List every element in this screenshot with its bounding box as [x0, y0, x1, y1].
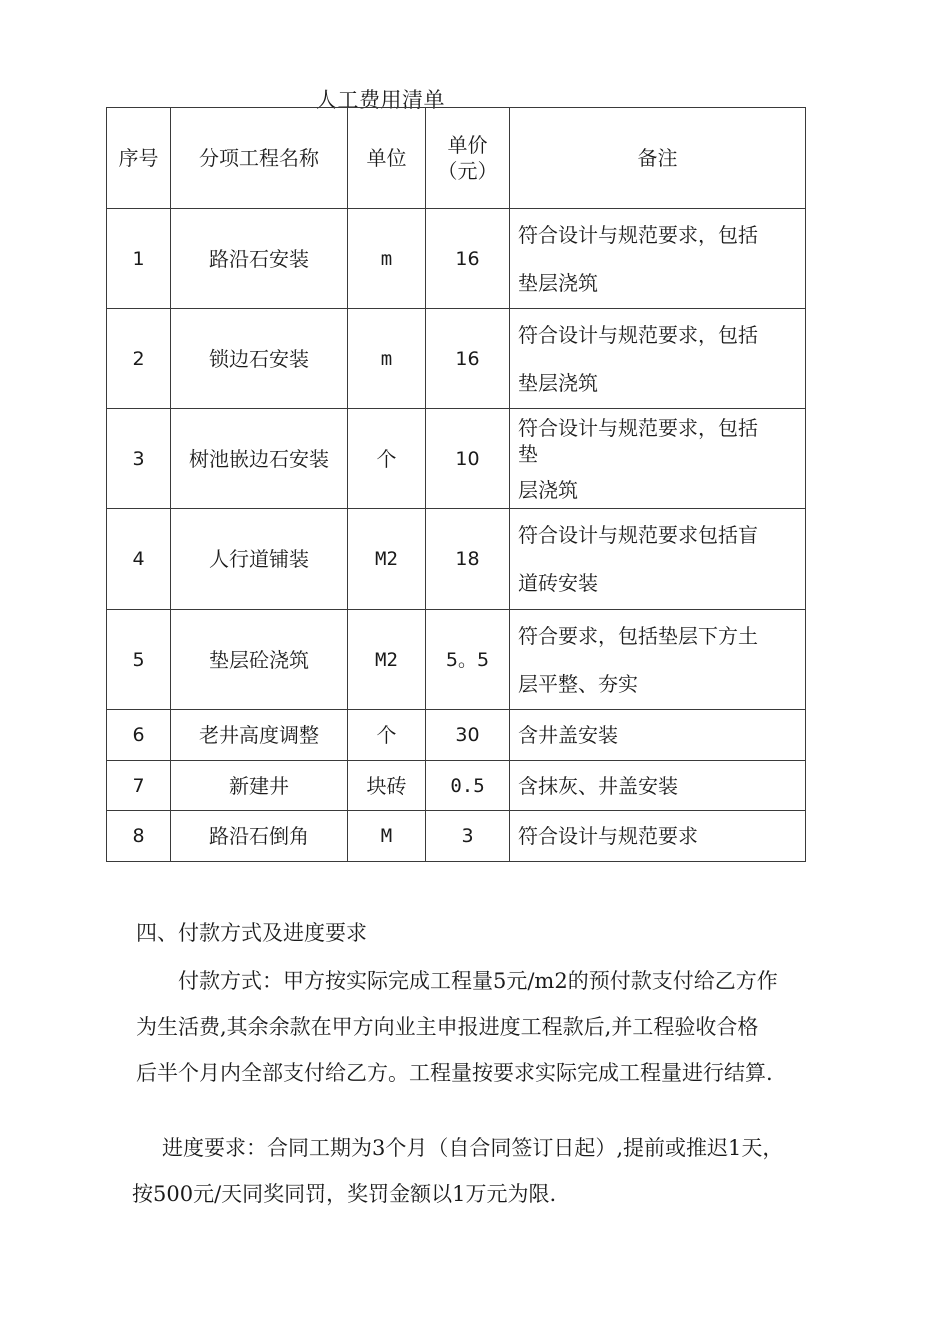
payment-line2: 为生活费,其余余款在甲方向业主申报进度工程款后,并工程验收合格 — [136, 1015, 759, 1039]
table-row — [107, 309, 806, 409]
row-note-line3: 层浇筑 — [518, 477, 578, 502]
row-price: 3 — [426, 811, 510, 862]
row-unit: 块砖 — [348, 761, 426, 811]
table-row — [107, 710, 806, 761]
header-name: 分项工程名称 — [171, 108, 348, 209]
header-price-line1: 单价 — [447, 133, 488, 157]
payment-line1: 付款方式：甲方按实际完成工程量5元/m2的预付款支付给乙方作 — [178, 969, 778, 993]
header-price — [426, 108, 510, 209]
row-note-line2: 垫 — [518, 441, 538, 466]
row-seq: 6 — [107, 710, 171, 761]
table-row — [107, 610, 806, 710]
row-unit: M2 — [348, 509, 426, 610]
row-seq: 4 — [107, 509, 171, 610]
row-price: 16 — [426, 209, 510, 309]
row-price: 0.5 — [426, 761, 510, 811]
row-note: 含井盖安装 — [510, 710, 806, 761]
labor-cost-table — [106, 107, 806, 862]
row-name: 路沿石安装 — [171, 209, 348, 309]
row-name: 新建井 — [171, 761, 348, 811]
row-note-line2: 垫层浇筑 — [518, 370, 598, 395]
row-note-line2: 垫层浇筑 — [518, 270, 598, 295]
row-note: 符合设计与规范要求 — [510, 811, 806, 862]
row-note-line1: 符合设计与规范要求，包括 — [518, 322, 758, 347]
row-unit: 个 — [348, 710, 426, 761]
row-name: 老井高度调整 — [171, 710, 348, 761]
schedule-paragraph — [132, 1125, 852, 1217]
row-note-line2: 道砖安装 — [518, 571, 598, 595]
row-note — [510, 309, 806, 409]
row-seq: 5 — [107, 610, 171, 710]
header-price-line2: （元） — [437, 159, 498, 183]
schedule-line2: 按500元/天同奖同罚，奖罚金额以1万元为限. — [132, 1182, 557, 1206]
row-unit: m — [348, 209, 426, 309]
row-note-line1: 符合要求，包括垫层下方土 — [518, 623, 758, 648]
row-seq: 8 — [107, 811, 171, 862]
row-name: 锁边石安装 — [171, 309, 348, 409]
row-seq: 2 — [107, 309, 171, 409]
row-note — [510, 509, 806, 610]
table-row — [107, 811, 806, 862]
row-note — [510, 610, 806, 710]
row-name: 垫层砼浇筑 — [171, 610, 348, 710]
row-price: 16 — [426, 309, 510, 409]
row-note-line1: 符合设计与规范要求，包括 — [518, 415, 758, 440]
row-note — [510, 209, 806, 309]
row-unit: M2 — [348, 610, 426, 710]
header-note: 备注 — [510, 108, 806, 209]
table-row — [107, 209, 806, 309]
table-row — [107, 509, 806, 610]
row-note: 含抹灰、井盖安装 — [510, 761, 806, 811]
payment-paragraph — [136, 958, 836, 1096]
row-name: 路沿石倒角 — [171, 811, 348, 862]
section-heading: 四、付款方式及进度要求 — [136, 921, 367, 945]
row-note — [510, 409, 806, 509]
row-seq: 1 — [107, 209, 171, 309]
row-name: 树池嵌边石安装 — [171, 409, 348, 509]
row-note-line1: 符合设计与规范要求包括盲 — [518, 523, 758, 547]
schedule-line1: 进度要求：合同工期为3个月（自合同签订日起）,提前或推迟1天， — [162, 1136, 784, 1160]
row-seq: 3 — [107, 409, 171, 509]
row-price: 30 — [426, 710, 510, 761]
payment-line3: 后半个月内全部支付给乙方。工程量按要求实际完成工程量进行结算. — [136, 1061, 773, 1085]
row-unit: M — [348, 811, 426, 862]
table-title: 人工费用清单 — [316, 88, 445, 112]
row-price: 5。5 — [426, 610, 510, 710]
header-unit: 单位 — [348, 108, 426, 209]
table-row — [107, 409, 806, 509]
table-header-row — [107, 108, 806, 209]
table-row — [107, 761, 806, 811]
row-note-line2: 层平整、夯实 — [518, 671, 638, 696]
row-unit: m — [348, 309, 426, 409]
row-price: 10 — [426, 409, 510, 509]
row-name: 人行道铺装 — [171, 509, 348, 610]
row-seq: 7 — [107, 761, 171, 811]
header-seq: 序号 — [107, 108, 171, 209]
row-note-line1: 符合设计与规范要求，包括 — [518, 222, 758, 247]
row-price: 18 — [426, 509, 510, 610]
row-unit: 个 — [348, 409, 426, 509]
